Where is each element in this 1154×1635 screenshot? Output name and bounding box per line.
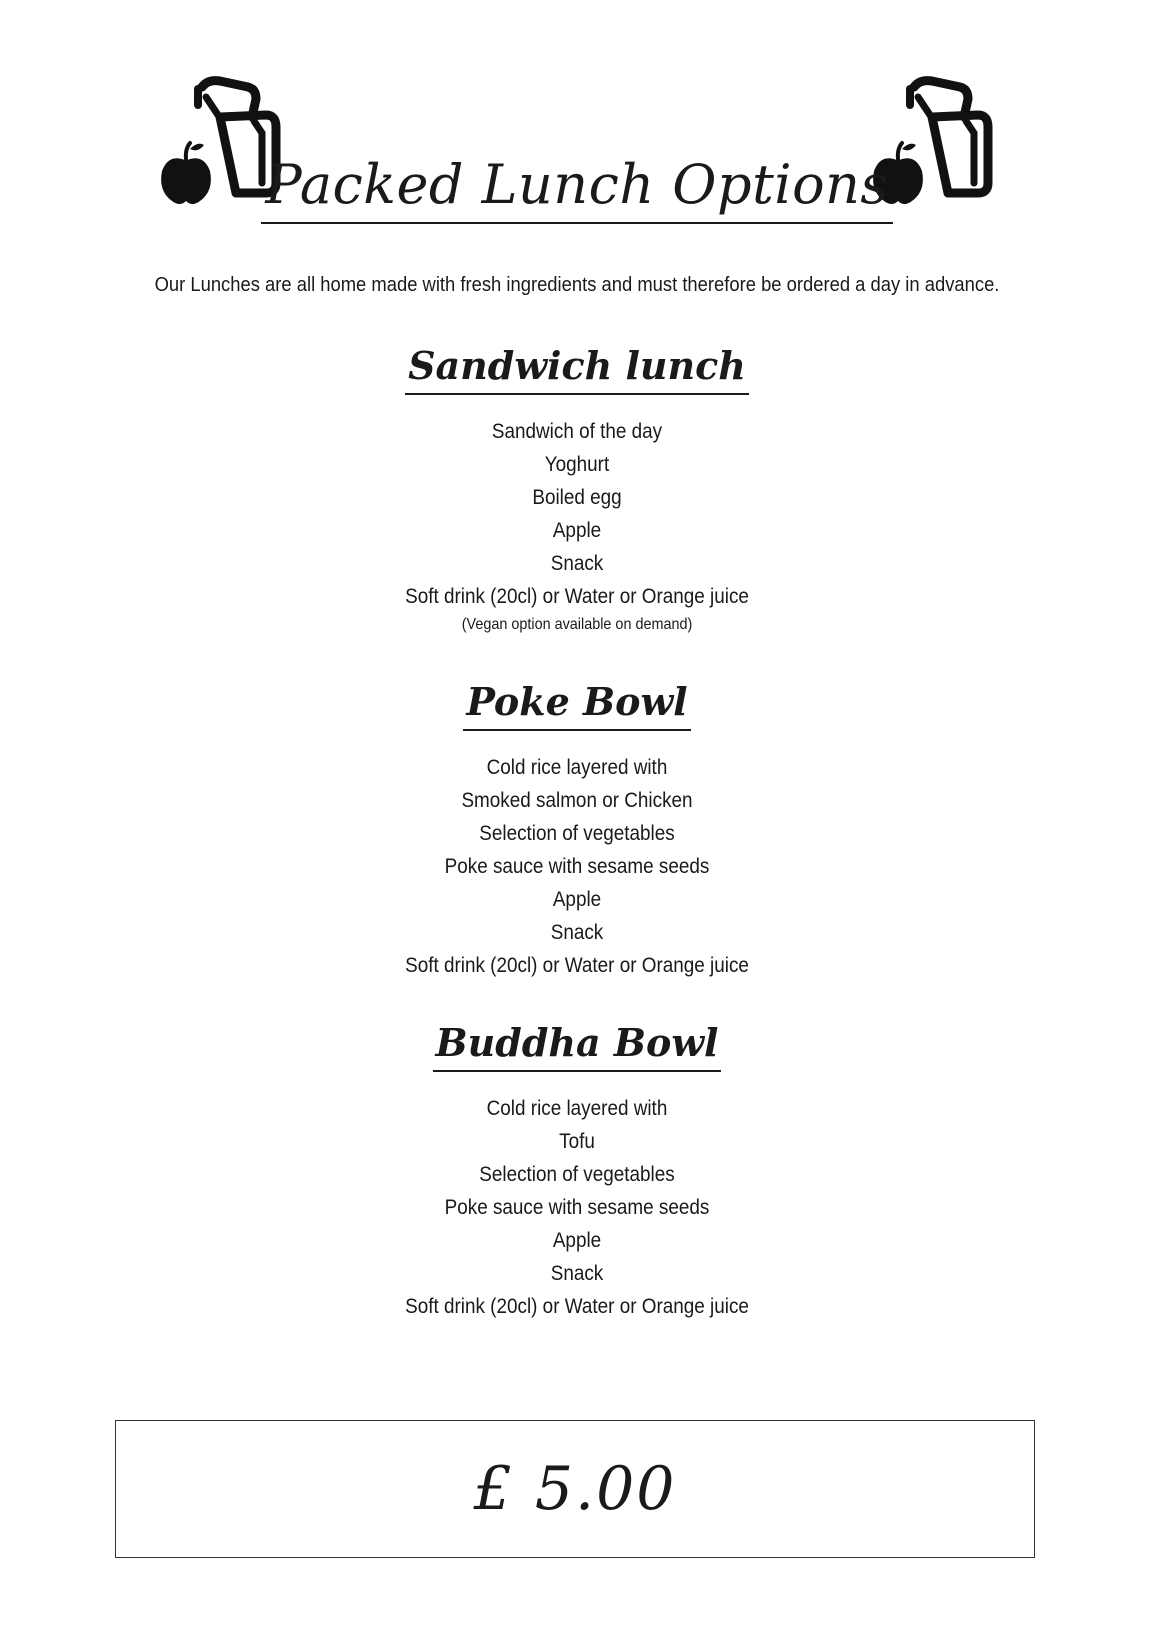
list-item: Soft drink (20cl) or Water or Orange juice — [405, 1295, 749, 1318]
list-item: Snack — [550, 1262, 604, 1285]
list-item: Yoghurt — [544, 453, 610, 476]
list-item: Cold rice layered with — [486, 1097, 668, 1120]
price-label: £ 5.00 — [473, 1454, 677, 1524]
intro-text: Our Lunches are all home made with fresh ingredients and must therefore be ordered a day in advance. — [154, 274, 1000, 296]
section-sandwich-lunch — [0, 340, 1154, 637]
item-list — [0, 1092, 1154, 1323]
list-item: Apple — [552, 519, 602, 542]
list-item: Poke sauce with sesame seeds — [444, 1196, 710, 1219]
list-item: Soft drink (20cl) or Water or Orange juice — [405, 585, 749, 608]
list-item: Sandwich of the day — [491, 420, 663, 443]
price-box — [115, 1420, 1035, 1558]
item-list — [0, 415, 1154, 637]
section-title: Buddha Bowl — [0, 1017, 1154, 1072]
list-item: Apple — [552, 1229, 602, 1252]
item-list — [0, 751, 1154, 982]
list-item: Snack — [550, 552, 604, 575]
list-item: Selection of vegetables — [479, 822, 675, 845]
section-poke-bowl — [0, 676, 1154, 982]
list-item: Apple — [552, 888, 602, 911]
list-item: Tofu — [559, 1130, 595, 1153]
page-title-text: Packed Lunch Options — [261, 150, 892, 224]
page-title — [0, 150, 1154, 224]
list-item: Cold rice layered with — [486, 756, 668, 779]
list-item: Soft drink (20cl) or Water or Orange juice — [405, 954, 749, 977]
list-item: Boiled egg — [532, 486, 622, 509]
list-item: Selection of vegetables — [479, 1163, 675, 1186]
section-buddha-bowl — [0, 1017, 1154, 1323]
list-item: Poke sauce with sesame seeds — [444, 855, 710, 878]
vegan-note: (Vegan option available on demand) — [461, 616, 693, 633]
list-item: Snack — [550, 921, 604, 944]
section-title: Sandwich lunch — [0, 340, 1154, 395]
section-title: Poke Bowl — [0, 676, 1154, 731]
list-item: Smoked salmon or Chicken — [461, 789, 693, 812]
